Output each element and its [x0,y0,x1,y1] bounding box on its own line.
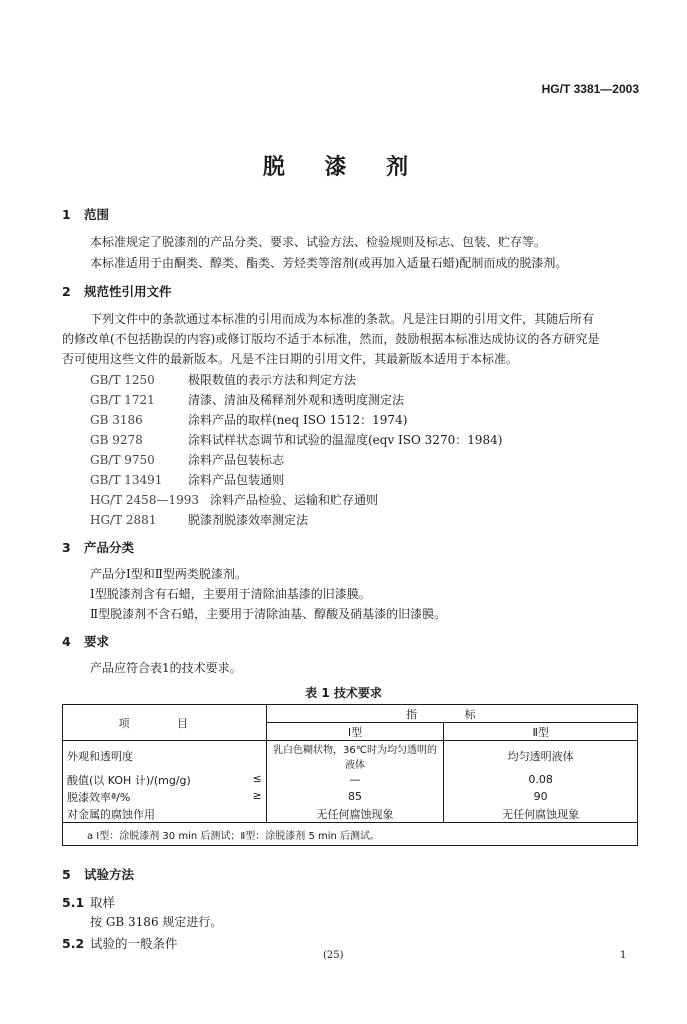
type-1-value: — [266,771,444,788]
table-row [63,788,638,805]
type-2-value: 0.08 [528,773,553,786]
reference-item [90,471,284,488]
header-type-2: Ⅱ型 [444,723,638,741]
reference-code: GB/T 1721 [90,393,155,407]
reference-code: GB/T 9750 [90,453,155,467]
section-5-heading [62,865,134,883]
technical-requirements-table [62,704,638,846]
limit-mark: ≤ [252,771,262,785]
paragraph: 本标准规定了脱漆剂的产品分类、要求、试验方法、检验规则及标志、包装、贮存等。 [90,235,547,249]
row-item [63,771,267,788]
item-label: 外观和透明度 [67,750,133,763]
paragraph-line: 按 GB 3186 规定进行。 [90,915,223,929]
section-number: 5 [62,867,71,882]
paragraph-line: 的修改单(不包括勘误的内容)或修订版均不适于本标准，然而，鼓励根据本标准达成协议的各方研究是 [62,332,600,346]
type-2-value: 90 [533,790,548,803]
paragraph-line: 产品分Ⅰ型和Ⅱ型两类脱漆剂。 [90,567,247,581]
reference-item [90,391,404,408]
row-item [63,805,267,823]
section-number: 3 [62,540,71,555]
table-row [63,805,638,823]
section-3-heading [62,538,134,556]
type-1-value: 无任何腐蚀现象 [266,805,444,823]
header-index: 指 标 [266,705,637,723]
reference-title: 涂料产品的取样(neq ISO 1512：1974) [188,413,408,427]
header-type-1: Ⅰ型 [266,723,444,741]
reference-item [90,511,308,528]
table-caption: 表 1 技术要求 [305,686,382,700]
paragraph-line: 下列文件中的条款通过本标准的引用而成为本标准的条款。凡是注日期的引用文件，其随后所有 [90,312,595,326]
subsection-number: 5.2 [62,936,85,951]
reference-title: 涂料产品检验、运输和贮存通则 [210,493,379,507]
reference-code: HG/T 2458—1993 [90,493,199,507]
item-label: 脱漆效率ª/% [67,790,131,804]
subsection-number: 5.1 [62,895,85,910]
paragraph-line: Ⅰ型脱漆剂含有石蜡，主要用于清除油基漆的旧漆膜。 [90,587,371,601]
subsection-title: 取样 [90,895,116,910]
reference-item [90,451,284,468]
paragraph-line: 产品应符合表1的技术要求。 [90,661,242,675]
table-note-row [63,823,638,846]
standard-number: HG/T 3381—2003 [541,82,639,96]
type-2-value: 均匀透明液体 [507,750,574,763]
reference-code: GB 3186 [90,413,143,427]
paragraph-line: 否可使用这些文件的最新版本。凡是不注日期的引用文件，其最新版本适用于本标准。 [62,352,519,366]
subsection-5-1-heading [62,893,115,911]
table-header-row [63,705,638,723]
reference-item [90,411,407,428]
section-title: 规范性引用文件 [84,284,172,299]
item-label: 酸值(以 KOH 计)/(mg/g) [67,773,191,787]
section-title: 要求 [84,634,110,649]
reference-code: GB 9278 [90,433,143,447]
reference-code: GB/T 1250 [90,373,155,387]
row-item [63,788,267,805]
reference-code: GB/T 13491 [90,473,163,487]
reference-item [90,491,378,508]
table-row [63,771,638,788]
row-item [63,741,267,772]
document-title: 脱 漆 剂 [262,154,425,180]
section-4-heading [62,632,109,650]
section-1-heading [62,205,109,223]
paragraph-line: Ⅱ型脱漆剂不含石蜡，主要用于清除油基、醇酸及硝基漆的旧漆膜。 [90,607,447,621]
page-footer-center: (25) [323,950,344,961]
reference-title: 涂料试样状态调节和试验的温湿度(eqv ISO 3270：1984) [188,433,503,447]
reference-item [90,431,502,448]
section-number: 2 [62,284,71,299]
reference-title: 清漆、清油及稀释剂外观和透明度测定法 [188,393,405,407]
reference-code: HG/T 2881 [90,513,157,527]
subsection-5-2-heading [62,934,178,952]
reference-title: 涂料产品包装通则 [188,473,285,487]
type-2-value: 无任何腐蚀现象 [502,807,580,821]
table-footnote: a Ⅰ型：涂脱漆剂 30 min 后测试；Ⅱ型：涂脱漆剂 5 min 后测试。 [63,823,638,846]
section-title: 试验方法 [84,867,135,882]
section-title: 范围 [84,207,110,222]
item-label: 对金属的腐蚀作用 [67,807,155,821]
reference-item [90,371,356,388]
header-item: 项 目 [63,705,267,741]
section-number: 4 [62,634,71,649]
section-title: 产品分类 [84,540,135,555]
paragraph: 本标准适用于由酮类、醇类、酯类、芳烃类等溶剂(或再加入适量石蜡)配制而成的脱漆剂。 [90,256,568,270]
reference-title: 涂料产品包装标志 [188,453,285,467]
reference-title: 脱漆剂脱漆效率测定法 [188,513,309,527]
subsection-title: 试验的一般条件 [90,936,178,951]
section-2-heading [62,282,172,300]
type-1-value: 85 [266,788,444,805]
table-row [63,741,638,772]
reference-title: 极限数值的表示方法和判定方法 [188,373,357,387]
page-number: 1 [620,950,627,961]
section-number: 1 [62,207,71,222]
type-1-value: 乳白色糊状物，36℃时为均匀透明的液体 [266,741,444,772]
limit-mark: ≥ [252,788,262,802]
